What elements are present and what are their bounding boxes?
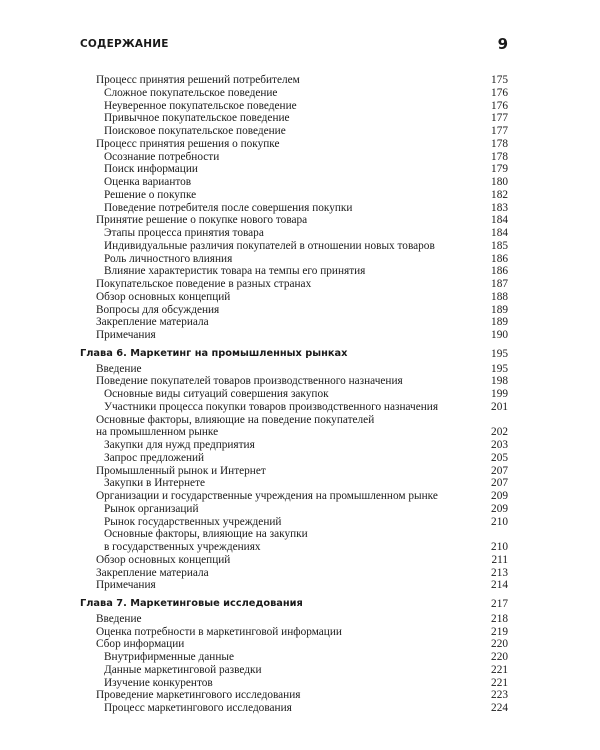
toc-entry <box>80 329 508 342</box>
toc-entry-page: 186 <box>491 252 508 265</box>
toc-entry <box>80 74 508 87</box>
toc-entry-title: Покупательское поведение в разных странах <box>96 278 312 290</box>
toc-entry <box>80 439 508 452</box>
toc-entry-title: Закрепление материала <box>96 316 209 329</box>
toc-entry <box>80 138 508 151</box>
toc-entry-title: Обзор основных концепций <box>96 290 231 303</box>
toc-entry-page: 210 <box>491 515 508 528</box>
toc-entry <box>80 278 508 291</box>
toc-entry-page: 221 <box>491 663 508 676</box>
toc-entry-title: Основные факторы, влияющие на закупки в государственных учреждениях <box>104 528 308 553</box>
toc-entry-page: 189 <box>491 303 508 316</box>
toc-entry-title: Закрепление материала <box>96 566 209 579</box>
toc-entry-page: 223 <box>491 689 508 702</box>
toc-entry-title: Неуверенное покупательское поведение <box>104 99 297 112</box>
toc-entry-page: 205 <box>491 451 508 464</box>
toc-entry-page: 184 <box>491 227 508 239</box>
toc-entry <box>80 414 508 440</box>
toc-entry-page: 201 <box>491 400 508 413</box>
toc-entry-page: 207 <box>491 464 508 477</box>
toc-entry-title: Данные маркетинговой разведки <box>104 663 262 676</box>
running-header-title: СОДЕРЖАНИЕ <box>80 38 169 50</box>
toc-entry <box>80 579 508 592</box>
toc-chapter <box>80 598 508 611</box>
toc-entry-page: 180 <box>491 176 508 188</box>
toc-entry <box>80 613 508 626</box>
toc-entry-page: 184 <box>491 214 508 227</box>
toc-entry <box>80 702 508 715</box>
toc-entry <box>80 516 508 529</box>
toc-entry <box>80 189 508 202</box>
toc-entry-page: 186 <box>491 265 508 278</box>
toc-chapter <box>80 348 508 361</box>
toc-entry <box>80 554 508 567</box>
toc-entry-title: Вопросы для обсуждения <box>96 303 220 316</box>
toc-entry <box>80 638 508 651</box>
toc-entry <box>80 664 508 677</box>
toc-entry <box>80 265 508 278</box>
toc-entry-title: Решение о покупке <box>104 188 197 201</box>
toc-entry-title: Внутрифирменные данные <box>104 651 234 663</box>
toc-entry-page: 203 <box>491 439 508 451</box>
toc-entry-title: Поведение потребителя после совершения покупки <box>104 201 353 214</box>
toc-entry-title: Сложное покупательское поведение <box>104 86 278 99</box>
toc-entry <box>80 227 508 240</box>
toc-entry-page: 199 <box>491 388 508 400</box>
toc-entry-title: Глава 7. Маркетинговые исследования <box>80 598 303 609</box>
toc-entry <box>80 677 508 690</box>
toc-entry-title: Введение <box>96 612 142 625</box>
toc-entry-page: 185 <box>491 239 508 252</box>
toc-entry-page: 210 <box>491 541 508 553</box>
toc-entry <box>80 304 508 317</box>
toc-entry-title: Рынок организаций <box>104 502 199 515</box>
toc-entry <box>80 163 508 176</box>
toc-entry-title: Запрос предложений <box>104 451 205 464</box>
toc-entry <box>80 626 508 639</box>
toc-entry-title: Влияние характеристик товара на темпы его принятия <box>104 265 366 278</box>
toc-entry-title: Процесс принятия решения о покупке <box>96 137 280 150</box>
toc-entry-page: 176 <box>491 86 508 99</box>
toc-entry <box>80 363 508 376</box>
toc-entry-title: Обзор основных концепций <box>96 553 231 566</box>
toc-entry-title: Введение <box>96 362 142 375</box>
toc-entry-title: Поиск информации <box>104 163 198 176</box>
toc-entry-page: 195 <box>491 347 508 360</box>
toc-entry-title: Этапы процесса принятия товара <box>104 227 264 239</box>
toc-entry <box>80 316 508 329</box>
toc-entry-page: 220 <box>491 651 508 663</box>
toc-entry-title: Закупки в Интернете <box>104 477 206 490</box>
toc-entry <box>80 125 508 138</box>
running-header <box>80 35 508 54</box>
toc-entry-title: Глава 6. Маркетинг на промышленных рынках <box>80 347 348 359</box>
toc-entry <box>80 388 508 401</box>
toc-entry-title: Проведение маркетингового исследования <box>96 689 301 702</box>
toc-entry-title: Примечания <box>96 579 156 592</box>
toc-entry-page: 187 <box>491 278 508 290</box>
toc-entry-page: 178 <box>491 150 508 163</box>
toc-entry-page: 179 <box>491 163 508 176</box>
toc-entry-title: Поисковое покупательское поведение <box>104 125 286 137</box>
toc-entry <box>80 291 508 304</box>
toc-entry <box>80 253 508 266</box>
toc-entry-page: 207 <box>491 477 508 490</box>
toc-entry <box>80 202 508 215</box>
toc-entry-page: 175 <box>491 74 508 86</box>
toc-entry-page: 190 <box>491 329 508 341</box>
toc-entry-title: Промышленный рынок и Интернет <box>96 464 266 477</box>
toc-entry-title: Оценка потребности в маркетинговой информации <box>96 625 342 638</box>
toc-entry-title: Изучение конкурентов <box>104 676 213 689</box>
toc-entry-title: Закупки для нужд предприятия <box>104 439 255 451</box>
toc-entry <box>80 490 508 503</box>
toc-entry-title: Сбор информации <box>96 638 185 651</box>
toc-entry-page: 217 <box>491 598 508 610</box>
toc-entry-page: 177 <box>491 125 508 137</box>
toc-entry <box>80 401 508 414</box>
table-of-contents <box>80 74 508 715</box>
toc-entry <box>80 176 508 189</box>
toc-entry-page: 177 <box>491 112 508 125</box>
toc-entry <box>80 151 508 164</box>
toc-entry <box>80 651 508 664</box>
toc-entry-title: Осознание потребности <box>104 150 220 163</box>
toc-entry-page: 188 <box>491 290 508 303</box>
toc-entry-title: Основные факторы, влияющие на поведение покупателей на промышленном рынке <box>96 413 375 439</box>
toc-entry-page: 219 <box>491 625 508 638</box>
toc-entry <box>80 528 508 554</box>
toc-entry-title: Участники процесса покупки товаров производственного назначения <box>104 400 439 413</box>
toc-entry-page: 220 <box>491 638 508 651</box>
toc-entry-title: Привычное покупательское поведение <box>104 112 290 125</box>
toc-entry-title: Рынок государственных учреждений <box>104 515 282 528</box>
toc-entry-page: 214 <box>491 579 508 592</box>
toc-entry-title: Поведение покупателей товаров производственного назначения <box>96 375 403 388</box>
toc-entry-page: 189 <box>491 316 508 329</box>
toc-entry-page: 182 <box>491 188 508 201</box>
toc-entry <box>80 567 508 580</box>
toc-entry-page: 202 <box>491 426 508 439</box>
toc-entry-page: 176 <box>491 99 508 112</box>
toc-entry-title: Процесс маркетингового исследования <box>104 702 292 714</box>
toc-entry-page: 218 <box>491 612 508 625</box>
toc-entry-page: 198 <box>491 375 508 388</box>
toc-entry-page: 213 <box>491 566 508 579</box>
toc-entry <box>80 375 508 388</box>
toc-entry-page: 209 <box>491 490 508 502</box>
toc-entry <box>80 87 508 100</box>
toc-entry <box>80 112 508 125</box>
toc-entry-page: 195 <box>491 362 508 375</box>
toc-entry-page: 211 <box>491 553 508 566</box>
toc-entry <box>80 465 508 478</box>
toc-entry-title: Организации и государственные учреждения на промышленном рынке <box>96 490 438 502</box>
toc-entry-page: 224 <box>491 702 508 714</box>
toc-entry-title: Основные виды ситуаций совершения закупок <box>104 388 329 400</box>
toc-entry <box>80 214 508 227</box>
toc-entry <box>80 689 508 702</box>
toc-entry-title: Принятие решение о покупке нового товара <box>96 214 308 227</box>
page-number: 9 <box>497 35 508 53</box>
toc-entry-page: 183 <box>491 201 508 214</box>
toc-entry-page: 221 <box>491 676 508 689</box>
toc-entry <box>80 503 508 516</box>
toc-entry-title: Роль личностного влияния <box>104 252 233 265</box>
toc-entry <box>80 100 508 113</box>
toc-entry-page: 178 <box>491 137 508 150</box>
toc-entry-title: Примечания <box>96 329 156 341</box>
toc-entry-title: Процесс принятия решений потребителем <box>96 74 300 86</box>
toc-entry-page: 209 <box>491 502 508 515</box>
toc-entry <box>80 452 508 465</box>
toc-entry <box>80 240 508 253</box>
toc-entry <box>80 477 508 490</box>
toc-entry-title: Индивидуальные различия покупателей в отношении новых товаров <box>104 239 435 252</box>
toc-entry-title: Оценка вариантов <box>104 176 192 188</box>
